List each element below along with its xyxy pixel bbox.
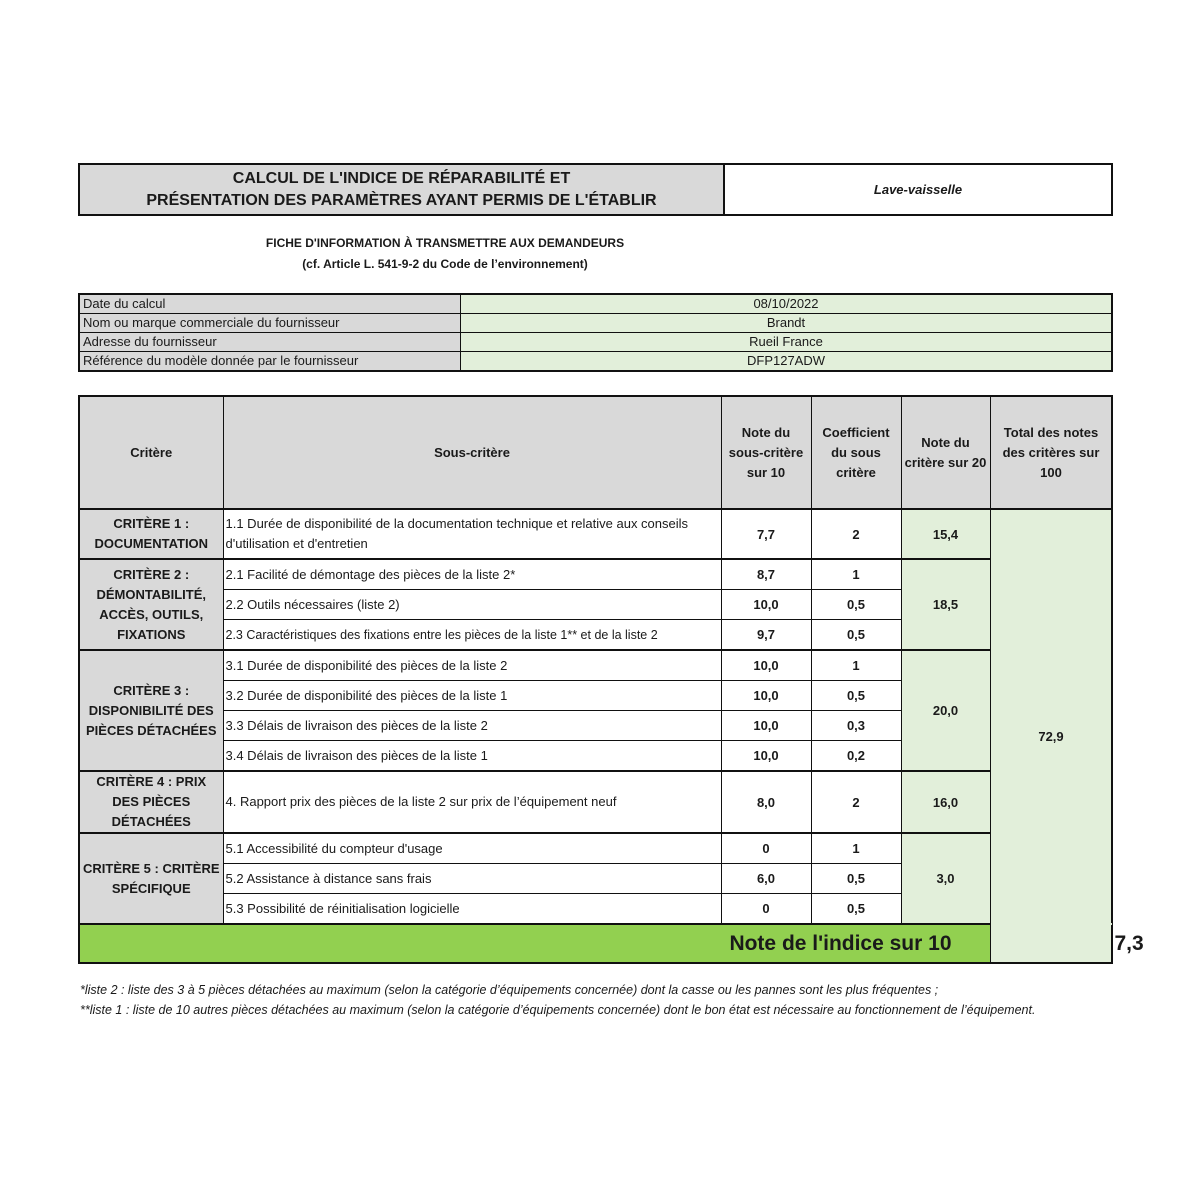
fiche-subtitle: [200, 233, 690, 275]
sub-criterion-coefficient: 0,5: [811, 590, 901, 620]
footnotes: [80, 980, 1090, 1020]
sub-criterion-coefficient: 1: [811, 559, 901, 590]
final-score-row: Note de l'indice sur 10 7,3: [79, 924, 1112, 963]
product-type: Lave-vaisselle: [873, 182, 963, 197]
info-row: [79, 314, 1112, 333]
sub-criterion-label: 2.2 Outils nécessaires (liste 2): [223, 590, 721, 620]
sub-criterion-label: 3.1 Durée de disponibilité des pièces de la liste 2: [223, 650, 721, 681]
sub-criterion-note: 10,0: [721, 650, 811, 681]
criterion-score: 15,4: [901, 509, 990, 559]
sub-criterion-coefficient: 1: [811, 833, 901, 864]
sub-criterion-note: 6,0: [721, 864, 811, 894]
info-value: 08/10/2022: [461, 294, 1113, 314]
sub-criterion-note: 10,0: [721, 741, 811, 772]
sub-criterion-coefficient: 0,2: [811, 741, 901, 772]
sub-criterion-note: 10,0: [721, 711, 811, 741]
info-label: Adresse du fournisseur: [79, 333, 461, 352]
criterion-score: 16,0: [901, 771, 990, 833]
criterion-name: CRITÈRE 3 : DISPONIBILITÉ DES PIÈCES DÉTACHÉES: [79, 650, 223, 771]
sub-criterion-coefficient: 0,5: [811, 864, 901, 894]
document-header: [78, 163, 1113, 216]
info-value: Rueil France: [461, 333, 1113, 352]
sub-criterion-label: 1.1 Durée de disponibilité de la documentation technique et relative aux conseils d'utilisation et d'entretien: [223, 509, 721, 559]
sub-criterion-label: 3.2 Durée de disponibilité des pièces de la liste 1: [223, 681, 721, 711]
repairability-score-table: [78, 395, 1144, 964]
col-header-note-critere: Note du critère sur 20: [901, 396, 990, 509]
col-header-total: Total des notes des critères sur 100: [990, 396, 1112, 509]
sub-criterion-label: 5.3 Possibilité de réinitialisation logicielle: [223, 894, 721, 925]
info-row: [79, 294, 1112, 314]
document-title: [80, 165, 725, 214]
fiche-line-2: (cf. Article L. 541-9-2 du Code de l’environnement): [302, 257, 588, 271]
sub-criterion-label: 3.4 Délais de livraison des pièces de la liste 1: [223, 741, 721, 772]
sub-criterion-note: 8,0: [721, 771, 811, 833]
title-line-2: PRÉSENTATION DES PARAMÈTRES AYANT PERMIS DE L'ÉTABLIR: [146, 191, 657, 209]
title-line-1: CALCUL DE L'INDICE DE RÉPARABILITÉ ET: [232, 169, 571, 187]
criterion-score: 18,5: [901, 559, 990, 650]
info-label: Nom ou marque commerciale du fournisseur: [79, 314, 461, 333]
col-header-critere: Critère: [79, 396, 223, 509]
criterion-name: CRITÈRE 1 : DOCUMENTATION: [79, 509, 223, 559]
info-label: Date du calcul: [79, 294, 461, 314]
info-value: DFP127ADW: [461, 352, 1113, 372]
sub-criterion-label: 2.3 Caractéristiques des fixations entre les pièces de la liste 1** et de la liste 2: [223, 620, 721, 651]
info-label: Référence du modèle donnée par le fournisseur: [79, 352, 461, 372]
criterion-score: 20,0: [901, 650, 990, 771]
criterion-name: CRITÈRE 4 : PRIX DES PIÈCES DÉTACHÉES: [79, 771, 223, 833]
sub-criterion-note: 0: [721, 894, 811, 925]
col-header-note-sous-critere: Note du sous-critère sur 10: [721, 396, 811, 509]
sub-criterion-label: 2.1 Facilité de démontage des pièces de la liste 2*: [223, 559, 721, 590]
supplier-info-table: [78, 293, 1113, 372]
col-header-coefficient: Coefficient du sous critère: [811, 396, 901, 509]
sub-criterion-coefficient: 2: [811, 509, 901, 559]
criterion-name: CRITÈRE 2 : DÉMONTABILITÉ, ACCÈS, OUTILS, FIXATIONS: [79, 559, 223, 650]
footnote-liste-2: *liste 2 : liste des 3 à 5 pièces détachées au maximum (selon la catégorie d’équipements concernée) dont la casse ou les pannes sont les plus fréquentes ;: [80, 983, 939, 997]
criterion-score: 3,0: [901, 833, 990, 924]
sub-criterion-note: 0: [721, 833, 811, 864]
sub-criterion-coefficient: 0,5: [811, 620, 901, 651]
fiche-line-1: FICHE D'INFORMATION À TRANSMETTRE AUX DEMANDEURS: [265, 236, 625, 250]
table-row: [79, 650, 1112, 681]
sub-criterion-label: 4. Rapport prix des pièces de la liste 2 sur prix de l’équipement neuf: [223, 771, 721, 833]
table-row: [79, 833, 1112, 864]
info-value: Brandt: [461, 314, 1113, 333]
sub-criterion-label: 5.1 Accessibilité du compteur d'usage: [223, 833, 721, 864]
sub-criterion-label: 5.2 Assistance à distance sans frais: [223, 864, 721, 894]
sub-criterion-note: 9,7: [721, 620, 811, 651]
sub-criterion-note: 7,7: [721, 509, 811, 559]
sub-criterion-label: 3.3 Délais de livraison des pièces de la liste 2: [223, 711, 721, 741]
footnote-liste-1: **liste 1 : liste de 10 autres pièces détachées au maximum (selon la catégorie d’équipements concernée) dont le bon état est nécessaire au fonctionnement de l’équipement.: [80, 1003, 1036, 1017]
criterion-name: CRITÈRE 5 : CRITÈRE SPÉCIFIQUE: [79, 833, 223, 924]
total-score-100: 72,9: [990, 509, 1112, 963]
sub-criterion-coefficient: 1: [811, 650, 901, 681]
sub-criterion-note: 10,0: [721, 590, 811, 620]
sub-criterion-coefficient: 0,5: [811, 894, 901, 925]
table-row: [79, 559, 1112, 590]
sub-criterion-note: 8,7: [721, 559, 811, 590]
sub-criterion-coefficient: 0,5: [811, 681, 901, 711]
table-row: [79, 771, 1112, 833]
info-row: [79, 352, 1112, 372]
col-header-sous-critere: Sous-critère: [223, 396, 721, 509]
table-header-row: [79, 396, 1112, 509]
info-row: [79, 333, 1112, 352]
sub-criterion-note: 10,0: [721, 681, 811, 711]
table-row: [79, 509, 1112, 559]
sub-criterion-coefficient: 2: [811, 771, 901, 833]
final-score-label: Note de l'indice sur 10: [79, 924, 990, 963]
sub-criterion-coefficient: 0,3: [811, 711, 901, 741]
